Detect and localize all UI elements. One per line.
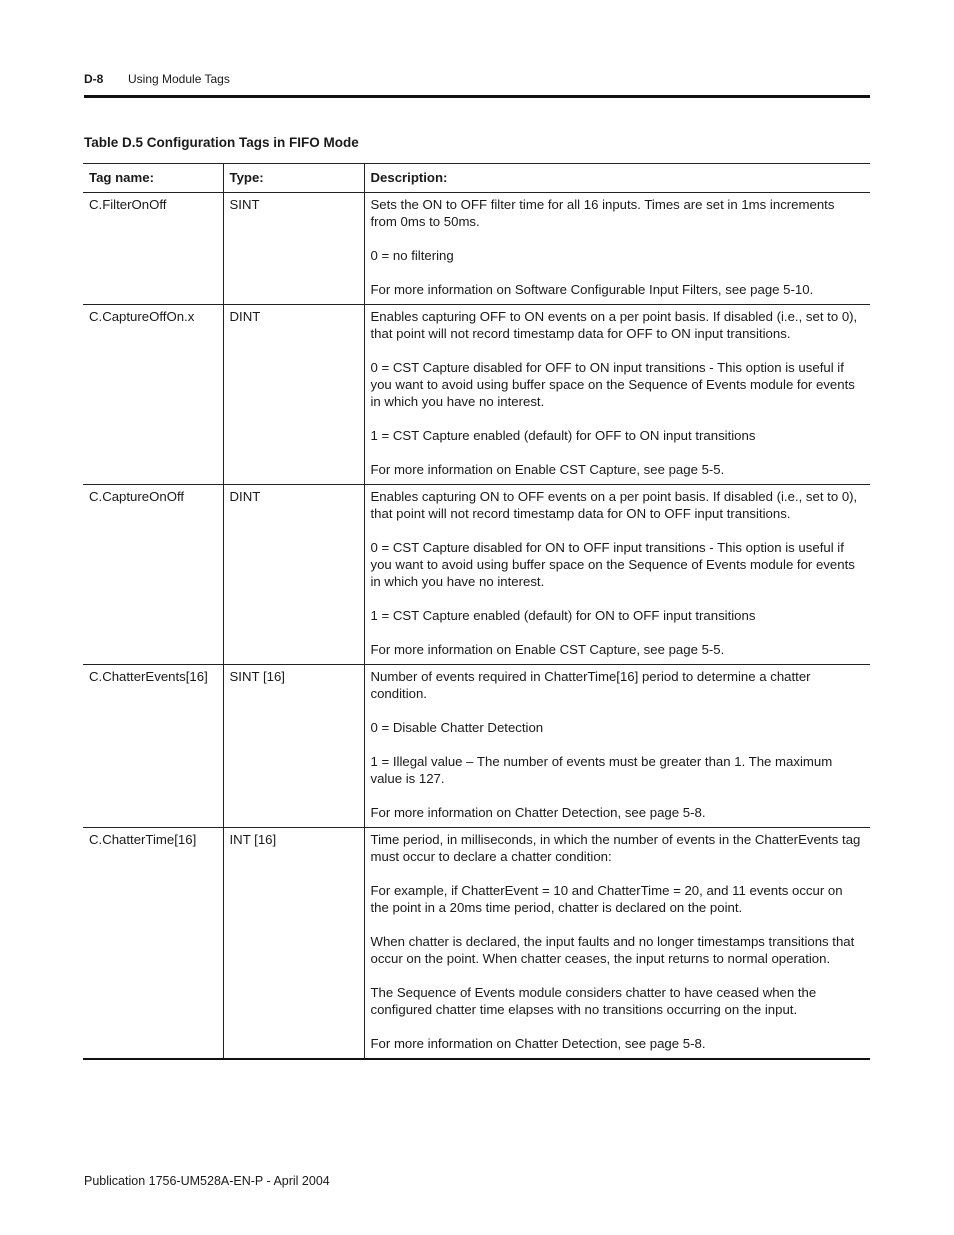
table-row: [83, 193, 870, 305]
description-paragraph: The Sequence of Events module considers chatter to have ceased when the configured chatter time elapses with no transitions occurring on the input.: [370, 985, 817, 1017]
description-cell: [364, 665, 870, 828]
table-row: [83, 665, 870, 828]
description-paragraph: Enables capturing OFF to ON events on a per point basis. If disabled (i.e., set to 0), that point will not record timestamp data for OFF to ON input transitions.: [370, 309, 858, 341]
section-title: Using Module Tags: [128, 72, 230, 86]
description-cell: [364, 828, 870, 1060]
type-cell: INT [16]: [223, 828, 364, 1060]
table-row: [83, 485, 870, 665]
description-paragraph: For more information on Chatter Detection, see page 5-8.: [370, 805, 706, 820]
configuration-tags-table: [83, 163, 870, 1060]
tag-name-cell: C.FilterOnOff: [83, 193, 223, 305]
description-paragraph: 1 = CST Capture enabled (default) for OFF to ON input transitions: [370, 428, 756, 443]
description-paragraph: For more information on Enable CST Capture, see page 5-5.: [370, 642, 725, 657]
tag-name-cell: C.ChatterEvents[16]: [83, 665, 223, 828]
table-caption: Table D.5 Configuration Tags in FIFO Mode: [84, 135, 359, 150]
header-rule: [84, 95, 870, 98]
description-cell: [364, 305, 870, 485]
description-paragraph: Enables capturing ON to OFF events on a per point basis. If disabled (i.e., set to 0), that point will not record timestamp data for ON to OFF input transitions.: [370, 489, 858, 521]
tag-name-cell: C.CaptureOnOff: [83, 485, 223, 665]
column-header-tag-name: Tag name:: [83, 164, 223, 193]
description-paragraph: 1 = CST Capture enabled (default) for ON to OFF input transitions: [370, 608, 756, 623]
description-paragraph: For more information on Software Configurable Input Filters, see page 5-10.: [370, 282, 814, 297]
column-header-type: Type:: [223, 164, 364, 193]
description-cell: [364, 193, 870, 305]
description-paragraph: For more information on Enable CST Capture, see page 5-5.: [370, 462, 725, 477]
type-cell: DINT: [223, 485, 364, 665]
description-paragraph: 1 = Illegal value – The number of events must be greater than 1. The maximum value is 127.: [370, 754, 833, 786]
description-paragraph: 0 = no filtering: [370, 248, 454, 263]
description-paragraph: Number of events required in ChatterTime[16] period to determine a chatter condition.: [370, 669, 811, 701]
tag-name-cell: C.ChatterTime[16]: [83, 828, 223, 1060]
type-cell: DINT: [223, 305, 364, 485]
description-paragraph: Time period, in milliseconds, in which the number of events in the ChatterEvents tag must occur to declare a chatter condition:: [370, 832, 861, 864]
description-paragraph: Sets the ON to OFF filter time for all 16 inputs. Times are set in 1ms increments from 0ms to 50ms.: [370, 197, 835, 229]
description-paragraph: When chatter is declared, the input faults and no longer timestamps transitions that occur on the point. When chatter ceases, the input returns to normal operation.: [370, 934, 855, 966]
description-paragraph: 0 = Disable Chatter Detection: [370, 720, 544, 735]
publication-footer: Publication 1756-UM528A-EN-P - April 2004: [84, 1174, 330, 1188]
page-header: [84, 72, 870, 86]
description-paragraph: For example, if ChatterEvent = 10 and ChatterTime = 20, and 11 events occur on the point in a 20ms time period, chatter is declared on the point.: [370, 883, 843, 915]
column-header-description: Description:: [364, 164, 870, 193]
table-row: [83, 828, 870, 1060]
table-row: [83, 305, 870, 485]
page-number: D-8: [84, 72, 104, 86]
description-cell: [364, 485, 870, 665]
description-paragraph: For more information on Chatter Detection, see page 5-8.: [370, 1036, 706, 1051]
type-cell: SINT: [223, 193, 364, 305]
description-paragraph: 0 = CST Capture disabled for ON to OFF input transitions - This option is useful if you want to avoid using buffer space on the Sequence of Events module for events in which you have no interest.: [370, 540, 855, 589]
description-paragraph: 0 = CST Capture disabled for OFF to ON input transitions - This option is useful if you want to avoid using buffer space on the Sequence of Events module for events in which you have no interest.: [370, 360, 855, 409]
tag-name-cell: C.CaptureOffOn.x: [83, 305, 223, 485]
table-header-row: [83, 164, 870, 193]
type-cell: SINT [16]: [223, 665, 364, 828]
